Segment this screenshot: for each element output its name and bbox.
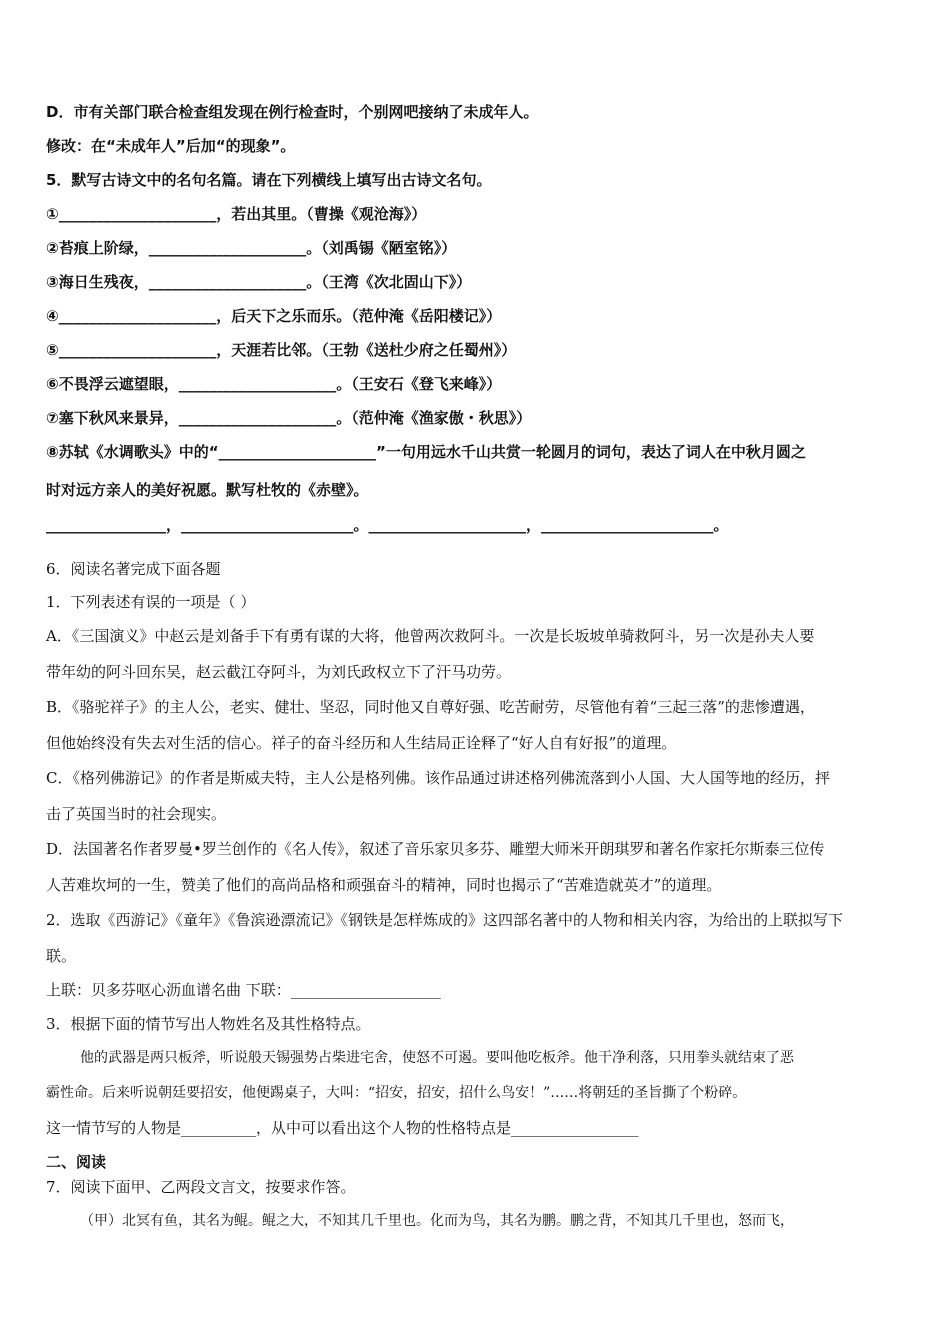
poem-blank-8: ⑧苏轼《水调歌头》中的“_____________________”一句用远水千山共赏一轮圆月的词句，表达了词人在中秋月圆之 bbox=[46, 443, 806, 461]
question-4-option-d: D．市有关部门联合检查组发现在例行检查时，个别网吧接纳了未成年人。 bbox=[46, 103, 539, 121]
question-4-correction: 修改：在“未成年人”后加“的现象”。 bbox=[46, 137, 296, 155]
poem-blank-4: ④_____________________，后天下之乐而乐。（范仲淹《岳阳楼记》） bbox=[46, 307, 502, 325]
question-5-heading: 5．默写古诗文中的名句名篇。请在下列横线上填写出古诗文名句。 bbox=[46, 171, 492, 189]
option-b: B．《骆驼祥子》的主人公，老实、健壮、坚忍，同时他又自尊好强、吃苦耐劳，尽管他有着“三起三落”的悲惨遭遇， bbox=[46, 698, 815, 716]
option-d-cont: 人苦难坎坷的一生，赞美了他们的高尚品格和顽强奋斗的精神，同时也揭示了“苦难造就英才”的道理。 bbox=[46, 876, 722, 894]
option-c-cont: 击了英国当时的社会现实。 bbox=[46, 805, 227, 823]
option-c: C．《格列佛游记》的作者是斯威夫特，主人公是格列佛。该作品通过讲述格列佛流落到小人国、大人国等地的经历，抨 bbox=[46, 769, 830, 787]
classical-text-jia: （甲）北冥有鱼，其名为鲲。鲲之大，不知其几千里也。化而为鸟，其名为鹏。鹏之背，不知其几千里也，怒而飞， bbox=[80, 1213, 794, 1229]
option-d: D．法国著名作者罗曼•罗兰创作的《名人传》，叙述了音乐家贝多芬、雕塑大师米开朗琪罗和著名作家托尔斯泰三位传 bbox=[46, 840, 825, 858]
section-2-heading: 二、阅读 bbox=[46, 1153, 107, 1171]
sub-question-2-cont: 联。 bbox=[46, 947, 77, 965]
poem-blank-1: ①_____________________，若出其里。（曹操《观沧海》） bbox=[46, 205, 427, 223]
passage-line-2: 霸性命。后来听说朝廷要招安，他便踢桌子，大叫：“招安，招安，招什么鸟安！”……将朝廷的圣旨撕了个粉碎。 bbox=[46, 1085, 747, 1101]
poem-blank-5: ⑤_____________________，天涯若比邻。（王勃《送杜少府之任蜀州》） bbox=[46, 341, 517, 359]
poem-blank-2: ②苔痕上阶绿，_____________________。（刘禹锡《陋室铭》） bbox=[46, 239, 457, 257]
option-b-cont: 但他始终没有失去对生活的信心。祥子的奋斗经历和人生结局正诠释了“好人自有好报”的道理。 bbox=[46, 734, 677, 752]
sub-question-3: 3．根据下面的情节写出人物姓名及其性格特点。 bbox=[46, 1015, 371, 1033]
option-a: A．《三国演义》中赵云是刘备手下有勇有谋的大将，他曾两次救阿斗。一次是长坂坡单骑救阿斗，另一次是孙夫人要 bbox=[46, 627, 815, 645]
sub-question-1: 1．下列表述有误的一项是（ ） bbox=[46, 593, 256, 611]
couplet-line: 上联：贝多芬呕心沥血谱名曲 下联：____________________ bbox=[46, 981, 441, 999]
poem-blank-3: ③海日生残夜，_____________________。（王湾《次北固山下》） bbox=[46, 273, 472, 291]
sub-question-2: 2．选取《西游记》《童年》《鲁滨逊漂流记》《钢铁是怎样炼成的》这四部名著中的人物和相关内容，为给出的上联拟写下 bbox=[46, 911, 844, 929]
poem-blank-6: ⑥不畏浮云遮望眼，_____________________。（王安石《登飞来峰》） bbox=[46, 375, 502, 393]
option-a-cont: 带年幼的阿斗回东吴，赵云截江夺阿斗，为刘氏政权立下了汗马功劳。 bbox=[46, 663, 512, 681]
passage-line-1: 他的武器是两只板斧，听说般天锡强势占柴进宅舍，使怒不可遏。要叫他吃板斧。他干净利落，只用拳头就结束了恶 bbox=[80, 1050, 794, 1066]
character-answer-line: 这一情节写的人物是__________，从中可以看出这个人物的性格特点是_________________ bbox=[46, 1119, 639, 1137]
question-7-heading: 7．阅读下面甲、乙两段文言文，按要求作答。 bbox=[46, 1178, 356, 1196]
poem-blank-8-cont: 时对远方亲人的美好祝愿。默写杜牧的《赤壁》。 bbox=[46, 481, 369, 499]
poem-blank-7: ⑦塞下秋风来景异，_____________________。（范仲淹《渔家傲・秋思》） bbox=[46, 409, 532, 427]
question-6-heading: 6．阅读名著完成下面各题 bbox=[46, 560, 221, 578]
chibi-blanks: ________________，_______________________。_____________________，_______________________。 bbox=[46, 516, 729, 534]
